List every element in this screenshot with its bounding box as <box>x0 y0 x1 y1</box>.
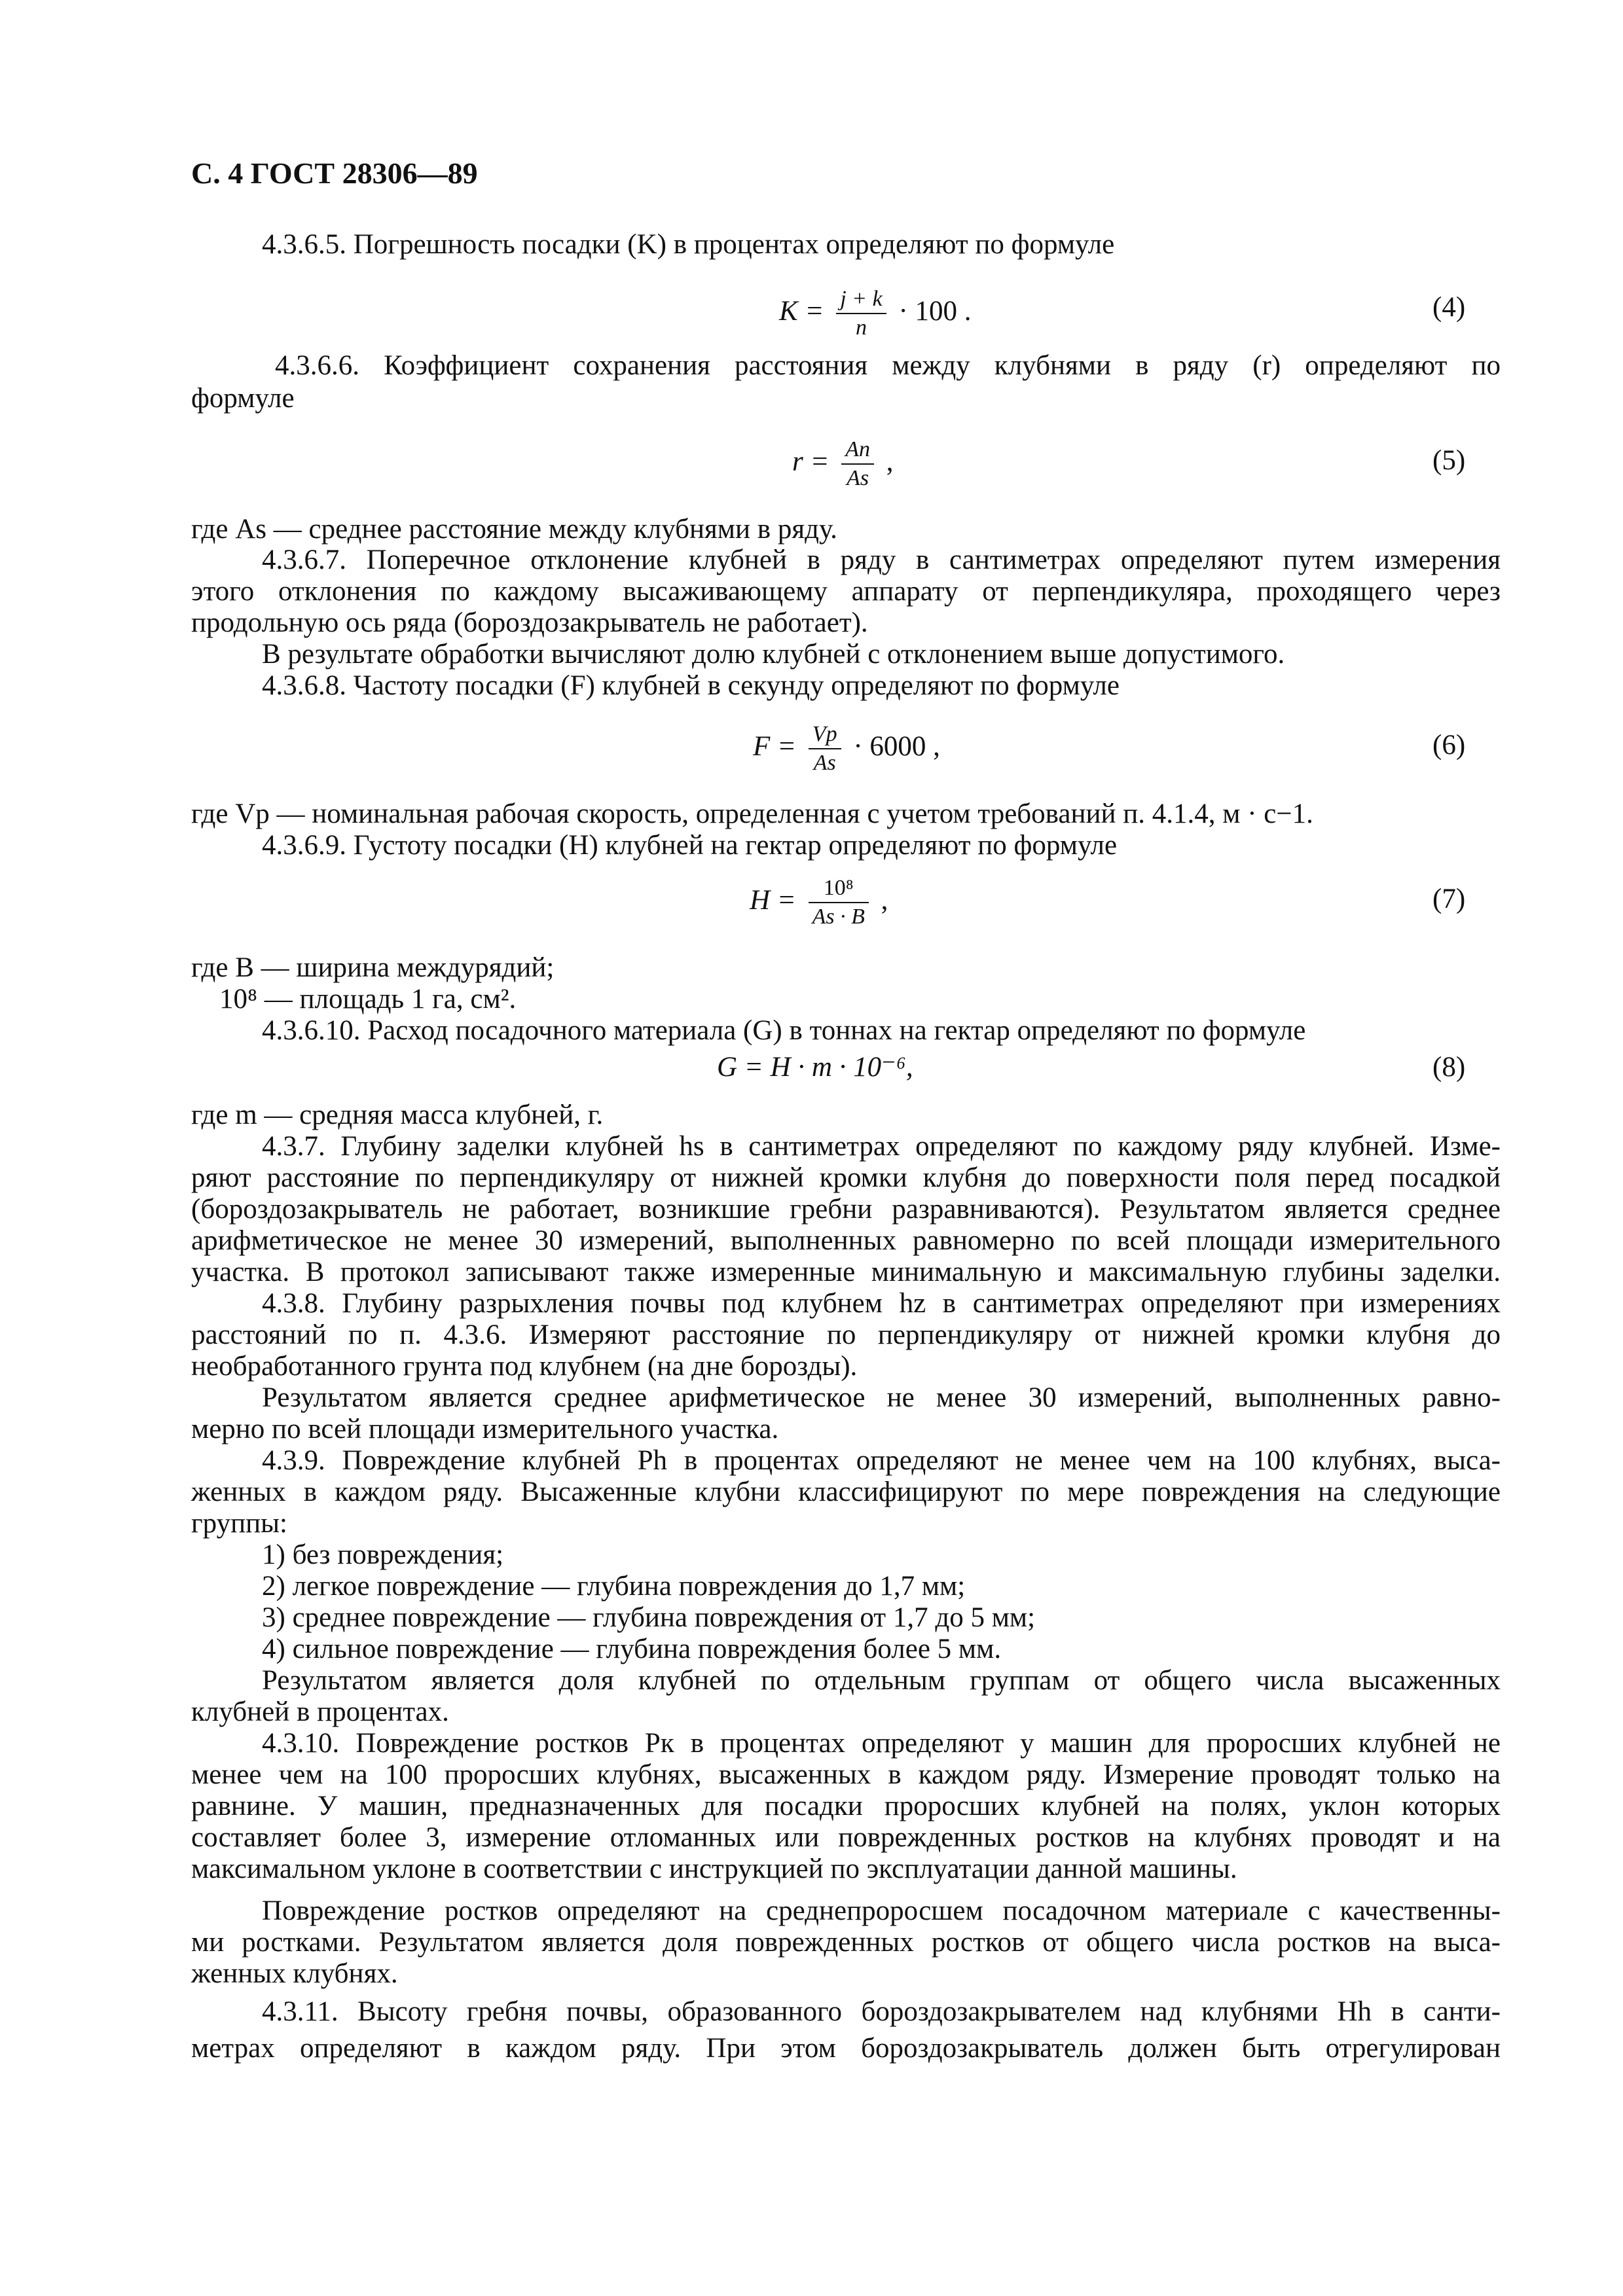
where-Vp: где Vр — номинальная рабочая скорость, определенная с учетом требований п. 4.1.4, м · с−1. <box>191 798 1313 829</box>
list-item-2: 2) легкое повреждение — глубина повреждения до 1,7 мм; <box>262 1571 966 1602</box>
list-item-4: 4) сильное повреждение — глубина повреждения более 5 мм. <box>262 1634 1002 1664</box>
equation-number-4: (4) <box>1432 292 1466 323</box>
paragraph-4-3-10-sprouts-line2: ми ростками. Результатом является доля поврежденных ростков от общего числа ростков на выса- <box>191 1927 1501 1958</box>
paragraph-4-3-7-line3: (бороздозакрыватель не работает, возникшие гребни разравниваются). Результатом является среднее <box>191 1194 1501 1225</box>
formula-5 <box>792 439 894 490</box>
paragraph-4-3-6-5: 4.3.6.5. Погрешность посадки (K) в процентах определяют по формуле <box>262 229 1115 260</box>
paragraph-4-3-6-7-line1: 4.3.6.7. Поперечное отклонение клубней в ряду в сантиметрах определяют путем измерения <box>262 545 1501 575</box>
paragraph-4-3-9-line3: группы: <box>191 1508 287 1539</box>
formula-6-lhs: F = <box>753 730 797 762</box>
paragraph-4-3-6-6-line1: 4.3.6.6. Коэффициент сохранения расстояния между клубнями в ряду (r) определяют по <box>275 350 1501 381</box>
formula-4-numerator: j + k <box>836 288 886 314</box>
formula-6-numerator: Vp <box>809 723 841 749</box>
formula-7 <box>750 877 888 928</box>
paragraph-4-3-7-line5: участка. В протокол записывают также измеренные минимальную и максимальную глубины заделки. <box>191 1257 1501 1287</box>
formula-5-lhs: r = <box>792 446 830 477</box>
list-item-1: 1) без повреждения; <box>262 1539 504 1570</box>
paragraph-4-3-9-result-line1: Результатом является доля клубней по отдельным группам от общего числа высаженных <box>262 1665 1501 1696</box>
formula-8: G = H · m · 10⁻⁶, <box>717 1052 913 1083</box>
where-10-8: 10⁸ — площадь 1 га, см². <box>219 984 517 1014</box>
formula-4 <box>779 288 972 339</box>
paragraph-4-3-10-line4: составляет более 3, измерение отломанных или поврежденных ростков на клубнях проводят и на <box>191 1822 1501 1853</box>
formula-5-rhs: , <box>886 446 894 477</box>
paragraph-4-3-8-result-line1: Результатом является среднее арифметическое не менее 30 измерений, выполненных равно- <box>262 1382 1501 1413</box>
formula-6-rhs: · 6000 , <box>853 730 940 762</box>
paragraph-4-3-10-sprouts-line1: Повреждение ростков определяют на среднепроросшем посадочном материале с качественны- <box>262 1895 1501 1926</box>
paragraph-4-3-7-line2: ряют расстояние по перпендикуляру от нижней кромки клубня до поверхности поля перед посадкой <box>191 1162 1501 1193</box>
where-As: где As — среднее расстояние между клубнями в ряду. <box>191 514 837 545</box>
paragraph-4-3-6-10: 4.3.6.10. Расход посадочного материала (G) в тоннах на гектар определяют по формуле <box>262 1015 1306 1046</box>
formula-7-rhs: , <box>881 884 888 916</box>
formula-5-denominator: As <box>847 466 869 490</box>
paragraph-4-3-11-line2: метрах определяют в каждом ряду. При этом бороздозакрыватель должен быть отрегулирован <box>191 2033 1501 2064</box>
formula-6-denominator: As <box>813 751 836 775</box>
equation-number-6: (6) <box>1432 730 1466 761</box>
paragraph-4-3-10-sprouts-line3: женных клубнях. <box>191 1958 398 1989</box>
formula-4-denominator: n <box>855 315 867 340</box>
formula-5-numerator: An <box>841 439 874 465</box>
paragraph-4-3-6-7-line2: этого отклонения по каждому высаживающему аппарату от перпендикуляра, проходящего через <box>191 576 1501 607</box>
formula-7-numerator: 10⁸ <box>809 877 869 903</box>
paragraph-4-3-9-line2: женных в каждом ряду. Высаженные клубни классифицируют по мере повреждения на следующие <box>191 1477 1501 1507</box>
paragraph-4-3-10-line1: 4.3.10. Повреждение ростков Pк в процентах определяют у машин для проросших клубней не <box>262 1728 1501 1759</box>
paragraph-4-3-8-line2: расстояний по п. 4.3.6. Измеряют расстояние по перпендикуляру от нижней кромки клубня до <box>191 1319 1501 1350</box>
paragraph-4-3-9-line1: 4.3.9. Повреждение клубней Ph в процентах определяют не менее чем на 100 клубнях, выса- <box>262 1445 1501 1476</box>
equation-number-8: (8) <box>1432 1052 1466 1083</box>
paragraph-4-3-6-9: 4.3.6.9. Густоту посадки (H) клубней на гектар определяют по формуле <box>262 830 1118 861</box>
paragraph-4-3-10-line5: максимальном уклоне в соответствии с инструкцией по эксплуатации данной машины. <box>191 1854 1237 1884</box>
paragraph-4-3-8-line3: необработанного грунта под клубнем (на дне борозды). <box>191 1351 858 1382</box>
paragraph-4-3-6-6-line2: формуле <box>191 383 295 414</box>
paragraph-4-3-8-line1: 4.3.8. Глубину разрыхления почвы под клубнем hz в сантиметрах определяют при измерениях <box>262 1288 1501 1319</box>
formula-7-denominator: As · B <box>812 905 865 929</box>
paragraph-4-3-7-line1: 4.3.7. Глубину заделки клубней hs в сантиметрах определяют по каждому ряду клубней. Изме- <box>262 1131 1501 1162</box>
formula-6 <box>753 723 940 774</box>
paragraph-4-3-11-line1: 4.3.11. Высоту гребня почвы, образованного бороздозакрывателем над клубнями Hh в санти- <box>262 1996 1501 2027</box>
paragraph-4-3-9-result-line2: клубней в процентах. <box>191 1696 449 1727</box>
equation-number-5: (5) <box>1432 445 1466 476</box>
formula-4-rhs: · 100 . <box>898 295 972 327</box>
equation-number-7: (7) <box>1432 884 1466 914</box>
formula-7-lhs: H = <box>750 884 796 916</box>
list-item-3: 3) среднее повреждение — глубина повреждения от 1,7 до 5 мм; <box>262 1602 1036 1633</box>
where-B: где B — ширина междурядий; <box>191 952 555 983</box>
paragraph-4-3-10-line3: равнине. У машин, предназначенных для посадки проросших клубней на полях, уклон которых <box>191 1791 1501 1821</box>
paragraph-4-3-8-result-line2: мерно по всей площади измерительного участка. <box>191 1414 779 1444</box>
paragraph-4-3-6-8: 4.3.6.8. Частоту посадки (F) клубней в секунду определяют по формуле <box>262 670 1120 701</box>
paragraph-4-3-7-line4: арифметическое не менее 30 измерений, выполненных равномерно по всей площади измерительного <box>191 1225 1501 1256</box>
where-m: где m — средняя масса клубней, г. <box>191 1100 604 1130</box>
page-header: С. 4 ГОСТ 28306—89 <box>191 156 478 190</box>
paragraph-4-3-10-line2: менее чем на 100 проросших клубнях, высаженных в каждом ряду. Измерение проводят только на <box>191 1759 1501 1790</box>
paragraph-4-3-6-7-result: В результате обработки вычисляют долю клубней с отклонением выше допустимого. <box>262 639 1285 670</box>
paragraph-4-3-6-7-line3: продольную ось ряда (бороздозакрыватель не работает). <box>191 607 868 638</box>
formula-4-lhs: K = <box>779 295 824 327</box>
